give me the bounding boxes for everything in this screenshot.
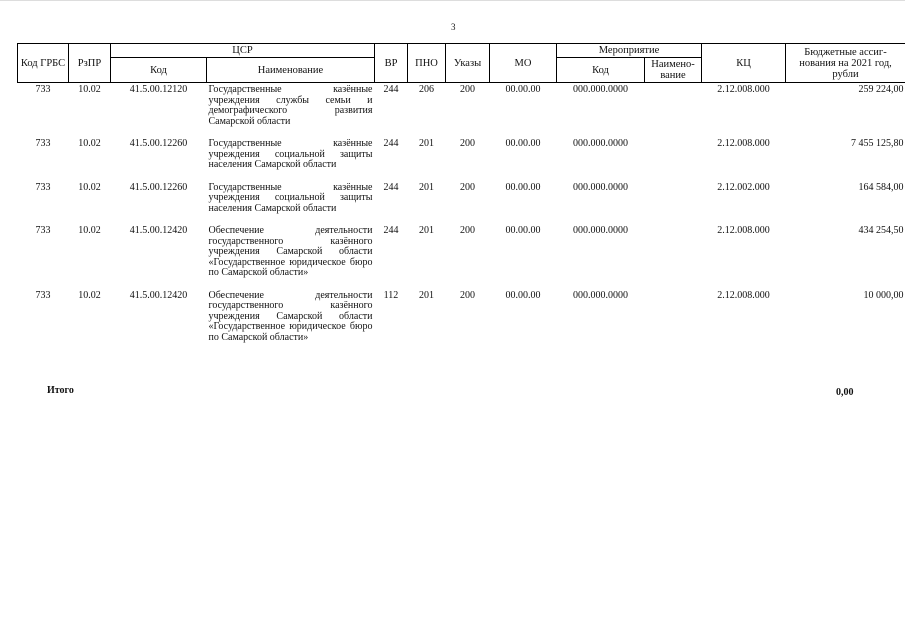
cell-kc: 2.12.008.000 <box>717 225 770 237</box>
table-row <box>18 139 905 171</box>
cell-rzpr: 10.02 <box>78 181 101 193</box>
cell-mo: 00.00.00 <box>505 138 541 150</box>
cell-vr: 244 <box>383 225 399 237</box>
header-vr: ВР <box>375 44 408 83</box>
cell-mer-kod: 000.000.0000 <box>573 181 628 193</box>
cell-csr-kod: 41.5.00.12420 <box>129 225 188 237</box>
cell-rzpr: 10.02 <box>78 138 101 150</box>
cell-amount: 259 224,00 <box>858 84 904 96</box>
header-rzpr: РзПР <box>69 44 111 83</box>
cell-vr: 244 <box>383 84 399 96</box>
cell-kc: 2.12.008.000 <box>717 289 770 301</box>
cell-amount: 7 455 125,80 <box>851 138 904 150</box>
cell-grbs: 733 <box>35 138 51 150</box>
cell-mer-kod: 000.000.0000 <box>573 225 628 237</box>
cell-name: Государственные казённые учреждения службы семьи и демографического развития Самарской области <box>208 84 373 127</box>
header-mo: МО <box>490 44 557 83</box>
row-spacer <box>18 279 905 291</box>
cell-ukazy: 200 <box>460 225 475 237</box>
header-mer-kod: Код <box>557 58 645 83</box>
cell-pno: 206 <box>419 84 434 96</box>
cell-mer-name <box>645 139 702 171</box>
cell-amount: 10 000,00 <box>863 289 904 301</box>
cell-vr: 112 <box>383 289 399 301</box>
cell-mo: 00.00.00 <box>505 225 541 237</box>
cell-rzpr: 10.02 <box>78 225 101 237</box>
header-mer-name: Наимено-вание <box>645 58 702 83</box>
cell-mer-name <box>645 183 702 215</box>
cell-csr-kod: 41.5.00.12420 <box>129 289 188 301</box>
row-spacer <box>18 171 905 183</box>
cell-mer-kod: 000.000.0000 <box>573 138 628 150</box>
budget-table <box>17 43 905 343</box>
header-kod-grbs: Код ГРБС <box>18 44 69 83</box>
cell-mo: 00.00.00 <box>505 84 541 96</box>
cell-mer-name <box>645 291 702 344</box>
cell-ukazy: 200 <box>460 181 475 193</box>
cell-rzpr: 10.02 <box>78 84 101 96</box>
cell-grbs: 733 <box>35 84 51 96</box>
table-header <box>18 44 905 83</box>
header-csr: ЦСР <box>111 44 375 58</box>
cell-name: Государственные казённые учреждения социальной защиты населения Самарской области <box>208 181 373 214</box>
cell-amount: 434 254,50 <box>858 225 904 237</box>
cell-mer-name <box>645 83 702 128</box>
cell-vr: 244 <box>383 138 399 150</box>
table-body <box>18 83 905 344</box>
header-csr-name: Наименование <box>207 58 375 83</box>
cell-pno: 201 <box>419 181 434 193</box>
cell-name: Государственные казённые учреждения социальной защиты населения Самарской области <box>208 138 373 171</box>
header-ukazy: Указы <box>446 44 490 83</box>
cell-kc: 2.12.002.000 <box>717 181 770 193</box>
total-label: Итого <box>47 385 74 396</box>
cell-mer-name <box>645 226 702 279</box>
header-meropriyatie: Мероприятие <box>557 44 702 58</box>
table-row <box>18 291 905 344</box>
cell-rzpr: 10.02 <box>78 289 101 301</box>
header-kc: КЦ <box>702 44 786 83</box>
header-budget: Бюджетные ассиг-нования на 2021 год, рубли <box>786 44 905 83</box>
cell-amount: 164 584,00 <box>858 181 904 193</box>
cell-name: Обеспечение деятельности государственного казённого учреждения Самарской области «Государственное юридическое бюро по Самарской области» <box>208 289 373 343</box>
total-value: 0,00 <box>836 387 854 398</box>
cell-grbs: 733 <box>35 289 51 301</box>
cell-name: Обеспечение деятельности государственного казённого учреждения Самарской области «Государственное юридическое бюро по Самарской области» <box>208 225 373 279</box>
cell-vr: 244 <box>383 181 399 193</box>
header-csr-kod: Код <box>111 58 207 83</box>
cell-pno: 201 <box>419 289 434 301</box>
header-pno: ПНО <box>408 44 446 83</box>
cell-ukazy: 200 <box>460 138 475 150</box>
table-row <box>18 226 905 279</box>
cell-pno: 201 <box>419 138 434 150</box>
cell-grbs: 733 <box>35 181 51 193</box>
cell-mer-kod: 000.000.0000 <box>573 84 628 96</box>
cell-csr-kod: 41.5.00.12120 <box>129 84 188 96</box>
cell-csr-kod: 41.5.00.12260 <box>129 138 188 150</box>
table-row <box>18 183 905 215</box>
page-number: 3 <box>451 22 456 32</box>
cell-csr-kod: 41.5.00.12260 <box>129 181 188 193</box>
cell-pno: 201 <box>419 225 434 237</box>
cell-ukazy: 200 <box>460 84 475 96</box>
table-row <box>18 83 905 128</box>
cell-mo: 00.00.00 <box>505 289 541 301</box>
cell-ukazy: 200 <box>460 289 475 301</box>
cell-mo: 00.00.00 <box>505 181 541 193</box>
cell-kc: 2.12.008.000 <box>717 84 770 96</box>
cell-kc: 2.12.008.000 <box>717 138 770 150</box>
scan-top-edge <box>0 0 905 1</box>
cell-grbs: 733 <box>35 225 51 237</box>
cell-mer-kod: 000.000.0000 <box>573 289 628 301</box>
